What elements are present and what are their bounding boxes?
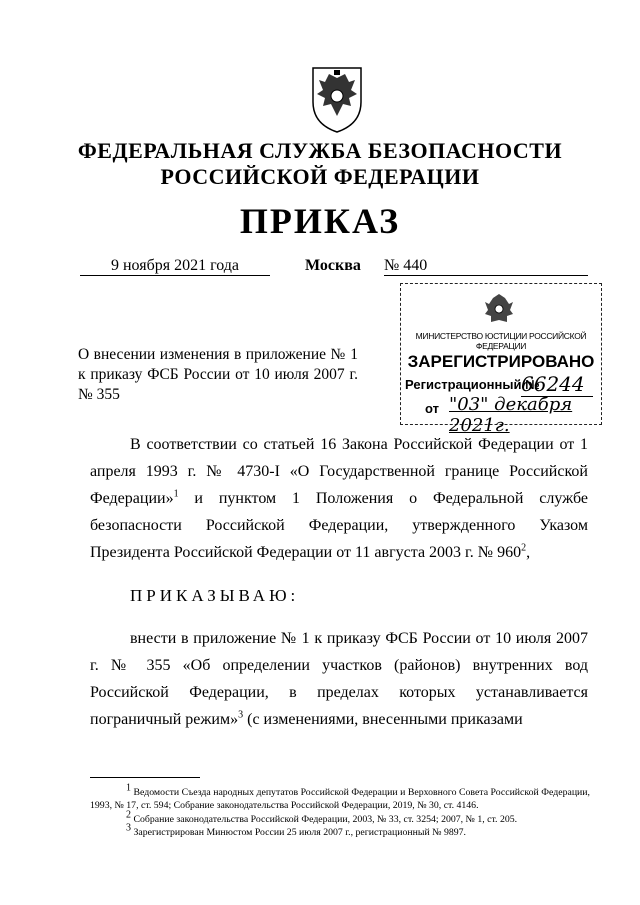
footnote-2-mark: 2 <box>126 809 131 821</box>
footnote-1-text: Ведомости Съезда народных депутатов Российской Федерации и Верховного Совета Российской Федерации, 1993, № 17, ст. 594; Собрание законодательства Российской Федерации, 2019, № 30, ст. 4146. <box>90 787 590 812</box>
agency-name-line1: ФЕДЕРАЛЬНАЯ СЛУЖБА БЕЗОПАСНОСТИ <box>77 138 563 163</box>
footnote-ref-2: 2 <box>521 542 527 554</box>
directive-paragraph <box>90 625 588 733</box>
footnote-1-mark: 1 <box>126 782 131 794</box>
stamp-reg-label: Регистрационный № <box>405 377 540 392</box>
preamble-text: В соответствии со статьей 16 Закона Российской Федерации от 1 апреля 1993 г. № 4730-I «О Государственной границе Российской Федерации» <box>90 436 588 507</box>
footnote-3-text: Зарегистрирован Минюстом России 25 июля 2007 г., регистрационный № 9897. <box>133 826 466 838</box>
footnote-ref-3: 3 <box>238 709 244 721</box>
stamp-reg-date: "03" декабря 2021г. <box>449 394 573 436</box>
order-city: Москва <box>305 257 361 274</box>
order-subject: О внесении изменения в приложение № 1 к приказу ФСБ России от 10 июля 2007 г. № 355 <box>78 346 358 403</box>
footnote-2-text: Собрание законодательства Российской Федерации, 2003, № 33, ст. 3254; 2007, № 1, ст. 205. <box>133 813 518 825</box>
registration-stamp <box>400 283 602 436</box>
footnote-3-mark: 3 <box>126 822 131 834</box>
preamble-paragraph <box>90 431 588 566</box>
preamble-text-end: , <box>526 544 531 561</box>
order-number: № 440 <box>384 257 588 276</box>
footnote-3 <box>90 822 590 839</box>
preamble-text-cont: и пунктом 1 Положения о Федеральной службе безопасности Российской Федерации, утвержденного Указом Президента Российской Федерации от 11 августа 2003 г. № 960 <box>90 490 588 561</box>
stamp-emblem-icon <box>481 290 517 326</box>
directive-text-cont: (с изменениями, внесенными приказами <box>243 711 523 728</box>
footnotes <box>90 782 590 839</box>
document-type-title: ПРИКАЗ <box>239 201 401 241</box>
order-directive-word: ПРИКАЗЫВАЮ: <box>130 586 300 605</box>
footnote-divider <box>90 777 200 778</box>
stamp-from-label: от <box>425 401 439 416</box>
stamp-registered: ЗАРЕГИСТРИРОВАНО <box>407 352 595 371</box>
footnote-2 <box>90 809 590 826</box>
stamp-reg-number: 66244 <box>521 372 593 397</box>
agency-name-line2: РОССИЙСКОЙ ФЕДЕРАЦИИ <box>160 164 480 189</box>
order-date: 9 ноября 2021 года <box>80 257 270 276</box>
stamp-ministry: МИНИСТЕРСТВО ЮСТИЦИИ РОССИЙСКОЙ ФЕДЕРАЦИИ <box>415 331 587 351</box>
footnote-ref-1: 1 <box>173 488 179 500</box>
coat-of-arms-icon <box>305 62 369 134</box>
directive-text: внести в приложение № 1 к приказу ФСБ России от 10 июля 2007 г. № 355 «Об определении участков (районов) внутренних вод Российской Федерации, в пределах которых устанавливается пограничный режим» <box>90 630 588 728</box>
footnote-1 <box>90 782 590 813</box>
